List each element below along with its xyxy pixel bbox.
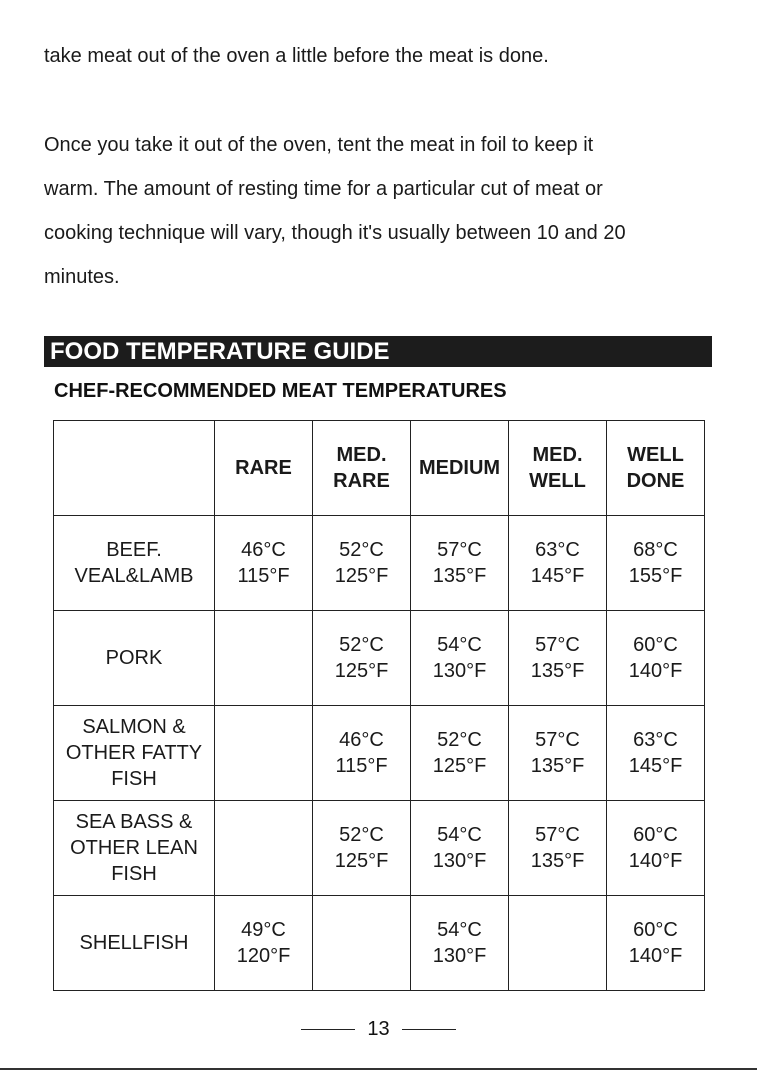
food-name: SALMON & OTHER FATTY FISH — [54, 706, 215, 801]
temp-cell — [313, 896, 411, 991]
temp-cell: 54°C 130°F — [411, 801, 509, 896]
table-row — [54, 706, 705, 801]
temp-cell: 60°C 140°F — [607, 611, 705, 706]
temp-cell — [215, 801, 313, 896]
temp-cell: 63°C 145°F — [607, 706, 705, 801]
food-name: BEEF. VEAL&LAMB — [54, 516, 215, 611]
temp-cell: 68°C 155°F — [607, 516, 705, 611]
temp-cell: 57°C 135°F — [509, 611, 607, 706]
page-footer — [0, 1018, 757, 1040]
header-medium: MEDIUM — [411, 421, 509, 516]
temp-cell — [215, 611, 313, 706]
temp-cell: 52°C 125°F — [313, 611, 411, 706]
section-title: FOOD TEMPERATURE GUIDE — [44, 336, 712, 367]
table-row — [54, 516, 705, 611]
paragraph-line: minutes. — [44, 266, 120, 288]
temp-cell — [215, 706, 313, 801]
page-bottom-edge — [0, 1068, 757, 1070]
table-row — [54, 896, 705, 991]
temp-cell: 49°C 120°F — [215, 896, 313, 991]
temp-cell: 57°C 135°F — [509, 706, 607, 801]
temp-cell: 52°C 125°F — [313, 516, 411, 611]
table-header-row — [54, 421, 705, 516]
table-subtitle: CHEF-RECOMMENDED MEAT TEMPERATURES — [54, 380, 507, 402]
paragraph-resting — [44, 123, 734, 299]
temp-cell — [509, 896, 607, 991]
temp-cell: 57°C 135°F — [509, 801, 607, 896]
paragraph-line: Once you take it out of the oven, tent the meat in foil to keep it — [44, 134, 594, 156]
page-number: 13 — [367, 1018, 390, 1040]
table-row — [54, 801, 705, 896]
temperature-table — [53, 420, 705, 991]
header-med-well: MED. WELL — [509, 421, 607, 516]
header-blank — [54, 421, 215, 516]
footer-rule-left — [301, 1029, 355, 1030]
temp-cell: 60°C 140°F — [607, 896, 705, 991]
temp-cell: 60°C 140°F — [607, 801, 705, 896]
paragraph-line: cooking technique will vary, though it's usually between 10 and 20 — [44, 222, 626, 244]
temp-cell: 54°C 130°F — [411, 896, 509, 991]
header-rare: RARE — [215, 421, 313, 516]
paragraph-line: warm. The amount of resting time for a particular cut of meat or — [44, 178, 603, 200]
food-name: SEA BASS & OTHER LEAN FISH — [54, 801, 215, 896]
temp-cell: 52°C 125°F — [411, 706, 509, 801]
paragraph-line: take meat out of the oven a little before the meat is done. — [44, 45, 549, 67]
temp-cell: 63°C 145°F — [509, 516, 607, 611]
footer-rule-right — [402, 1029, 456, 1030]
temp-cell: 52°C 125°F — [313, 801, 411, 896]
temp-cell: 46°C 115°F — [313, 706, 411, 801]
paragraph-intro — [44, 34, 734, 78]
temp-cell: 57°C 135°F — [411, 516, 509, 611]
food-name: SHELLFISH — [54, 896, 215, 991]
food-name: PORK — [54, 611, 215, 706]
header-well-done: WELL DONE — [607, 421, 705, 516]
header-med-rare: MED. RARE — [313, 421, 411, 516]
table-row — [54, 611, 705, 706]
temp-cell: 46°C 115°F — [215, 516, 313, 611]
temp-cell: 54°C 130°F — [411, 611, 509, 706]
